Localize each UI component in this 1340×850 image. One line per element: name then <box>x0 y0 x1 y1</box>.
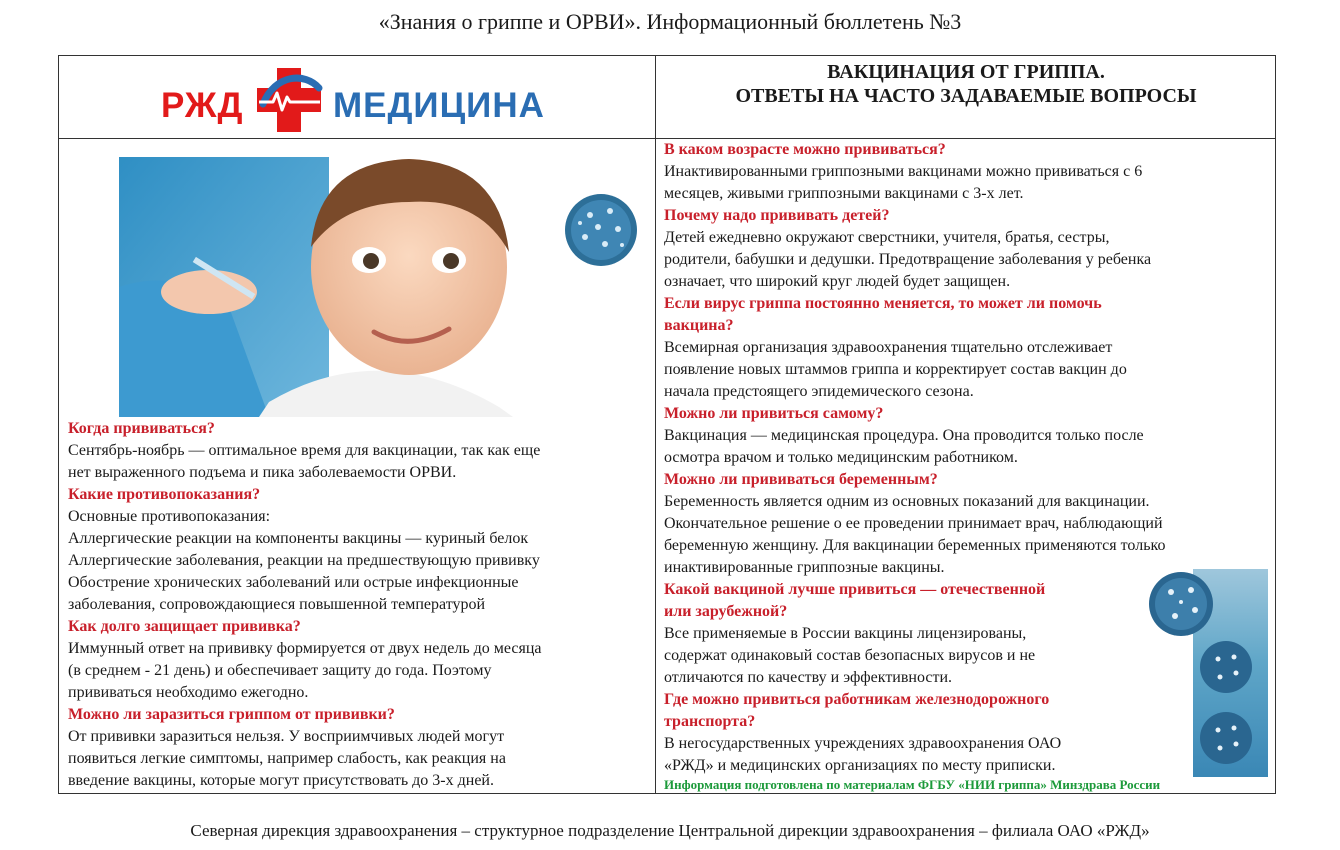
faq-header-line-2: ОТВЕТЫ НА ЧАСТО ЗАДАВАЕМЫЕ ВОПРОСЫ <box>735 85 1197 107</box>
virus-icon <box>1145 568 1217 640</box>
faq-question: Можно ли прививаться беременным? <box>664 471 938 488</box>
faq-item <box>664 293 1272 403</box>
faq-answer-line: появиться легкие симптомы, например слабость, как реакция на <box>68 750 506 767</box>
faq-item <box>664 689 1142 777</box>
faq-answer-line: Сентябрь-ноябрь — оптимальное время для вакцинации, так как еще <box>68 442 541 459</box>
faq-answer-line: заболевания, сопровождающиеся повышенной температурой <box>68 596 486 613</box>
faq-item <box>664 139 1272 205</box>
faq-answer-line: Окончательное решение о ее проведении принимает врач, наблюдающий <box>664 515 1163 532</box>
faq-answer-line: Все применяемые в России вакцины лицензированы, <box>664 625 1027 642</box>
faq-answer-line: прививаться необходимо ежегодно. <box>68 684 309 701</box>
faq-answer-line: появление новых штаммов гриппа и корректирует состав вакцин до <box>664 361 1127 378</box>
child-vaccination-photo <box>119 157 513 417</box>
bulletin-table <box>58 55 1276 794</box>
faq-question: В каком возрасте можно прививаться? <box>664 141 946 158</box>
faq-question: Какой вакциной лучше привиться — отечественной <box>664 581 1046 598</box>
faq-answer-line: Вакцинация — медицинская процедура. Она проводится только после <box>664 427 1144 444</box>
faq-header-line-1: ВАКЦИНАЦИЯ ОТ ГРИППА. <box>827 61 1105 83</box>
virus-icon <box>560 189 642 271</box>
faq-answer-line: беременную женщину. Для вакцинации беременных применяются только <box>664 537 1166 554</box>
faq-question: вакцина? <box>664 317 734 334</box>
virus-icon <box>1196 708 1256 768</box>
faq-question: Как долго защищает прививка? <box>68 618 301 635</box>
faq-answer-line: месяцев, живыми гриппозными вакцинами с 3-х лет. <box>664 185 1024 202</box>
faq-answer-line: начала предстоящего эпидемического сезона. <box>664 383 974 400</box>
faq-answer-line: Основные противопоказания: <box>68 508 271 525</box>
faq-answer-line: родители, бабушки и дедушки. Предотвращение заболевания у ребенка <box>664 251 1152 268</box>
faq-item <box>664 469 1272 579</box>
document-footer: Северная дирекция здравоохранения – структурное подразделение Центральной дирекции здравоохранения – филиала ОАО «РЖД» <box>190 821 1150 840</box>
faq-answer-line: Аллергические реакции на компоненты вакцины — куриный белок <box>68 530 529 547</box>
faq-header <box>656 56 1276 138</box>
source-note: Информация подготовлена по материалам ФГБУ «НИИ гриппа» Минздрава России <box>664 777 1161 792</box>
faq-answer-line: Обострение хронических заболеваний или острые инфекционные <box>68 574 519 591</box>
faq-answer-line: Беременность является одним из основных показаний для вакцинации. <box>664 493 1150 510</box>
faq-answer-line: Аллергические заболевания, реакции на предшествующую прививку <box>68 552 540 569</box>
faq-answer-line: осмотра врачом и только медицинским работником. <box>664 449 1018 466</box>
faq-question: или зарубежной? <box>664 603 788 620</box>
logo-medicine-text: МЕДИЦИНА <box>333 86 545 125</box>
medical-cross-icon <box>253 64 325 136</box>
faq-question: Какие противопоказания? <box>68 486 261 503</box>
faq-question: Можно ли привиться самому? <box>664 405 884 422</box>
faq-answer-line: отличаются по качеству и эффективности. <box>664 669 953 686</box>
faq-question: Почему надо прививать детей? <box>664 207 890 224</box>
logo-rzd-text: РЖД <box>161 86 244 125</box>
faq-question: Где можно привиться работникам железнодорожного <box>664 691 1050 708</box>
faq-answer-line: Детей ежедневно окружают сверстники, учителя, братья, сестры, <box>664 229 1110 246</box>
faq-answer-line: От прививки заразиться нельзя. У восприимчивых людей могут <box>68 728 505 745</box>
faq-answer-line: Инактивированными гриппозными вакцинами можно прививаться с 6 <box>664 163 1143 180</box>
faq-answer-line: В негосударственных учреждениях здравоохранения ОАО <box>664 735 1062 752</box>
faq-answer-line: инактивированные гриппозные вакцины. <box>664 559 945 576</box>
faq-answer-line: (в среднем - 21 день) и обеспечивает защиту до года. Поэтому <box>68 662 492 679</box>
rzd-medicine-logo <box>161 62 561 138</box>
faq-answer-line: содержат одинаковый состав безопасных вирусов и не <box>664 647 1036 664</box>
faq-answer-line: Иммунный ответ на прививку формируется от двух недель до месяца <box>68 640 542 657</box>
faq-answer-line: «РЖД» и медицинских организациях по месту приписки. <box>664 757 1056 774</box>
faq-question: Когда прививаться? <box>68 420 215 437</box>
faq-item <box>664 579 1142 689</box>
faq-question: транспорта? <box>664 713 756 730</box>
faq-question: Можно ли заразиться гриппом от прививки? <box>68 706 395 723</box>
faq-answer-line: нет выраженного подъема и пика заболеваемости ОРВИ. <box>68 464 457 481</box>
faq-item <box>664 205 1272 293</box>
faq-answer-line: означает, что широкий круг людей будет защищен. <box>664 273 1011 290</box>
column-divider <box>655 56 656 793</box>
faq-item <box>664 403 1272 469</box>
document-title: «Знания о гриппе и ОРВИ». Информационный бюллетень №3 <box>378 9 962 34</box>
faq-answer-line: Всемирная организация здравоохранения тщательно отслеживает <box>664 339 1113 356</box>
virus-icon <box>1196 637 1256 697</box>
faq-question: Если вирус гриппа постоянно меняется, то может ли помочь <box>664 295 1102 312</box>
faq-answer-line: введение вакцины, которые могут присутствовать до 3-х дней. <box>68 772 494 789</box>
left-faq-column <box>68 418 648 792</box>
right-faq-column <box>664 139 1272 777</box>
